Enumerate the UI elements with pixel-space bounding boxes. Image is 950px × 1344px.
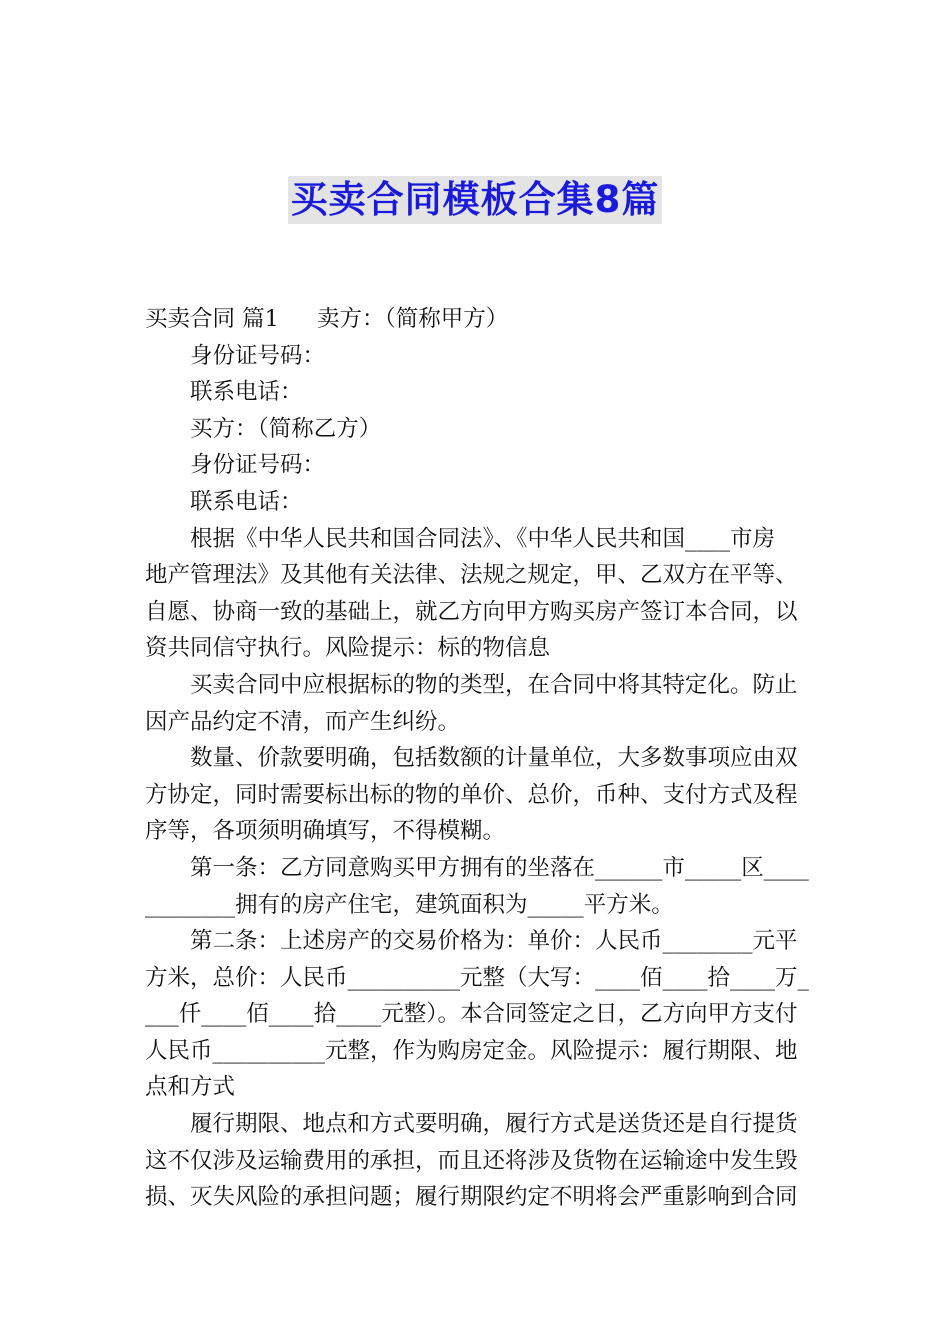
text-line: 点和方式 bbox=[145, 1074, 236, 1101]
text-line: 第一条：乙方同意购买甲方拥有的坐落在______市_____区____ bbox=[190, 854, 809, 881]
text-line: ________拥有的房产住宅，建筑面积为_____平方米。 bbox=[145, 891, 674, 918]
text-line: 身份证号码： bbox=[190, 342, 326, 369]
text-line: 联系电话： bbox=[190, 379, 303, 406]
text-line: 地产管理法》及其他有关法律、法规之规定，甲、乙双方在平等、 bbox=[145, 562, 798, 589]
title-container bbox=[0, 176, 950, 224]
text-line: 人民币__________元整，作为购房定金。风险提示：履行期限、地 bbox=[145, 1037, 798, 1064]
text-line: 买卖合同中应根据标的物的类型，在合同中将其特定化。防止 bbox=[190, 671, 798, 698]
document-body bbox=[145, 301, 810, 1216]
text-line: 第二条：上述房产的交易价格为：单价：人民币________元平 bbox=[190, 928, 798, 955]
text-line: 这不仅涉及运输费用的承担，而且还将涉及货物在运输途中发生毁 bbox=[145, 1147, 798, 1174]
text-line: 数量、价款要明确，包括数额的计量单位，大多数事项应由双 bbox=[190, 745, 798, 772]
text-line: 方米，总价：人民币__________元整（大写：____佰____拾____万_ bbox=[145, 964, 809, 991]
text-line: 因产品约定不清，而产生纠纷。 bbox=[145, 708, 461, 735]
text-line: 买方：（简称乙方） bbox=[190, 415, 382, 442]
text-line: 方协定，同时需要标出标的物的单价、总价，币种、支付方式及程 bbox=[145, 781, 798, 808]
seller-label: 卖方：（简称甲方） bbox=[316, 306, 509, 332]
section-heading: 买卖合同 篇1 bbox=[145, 306, 279, 332]
text-line: 损、灭失风险的承担问题；履行期限约定不明将会严重影响到合同 bbox=[145, 1184, 798, 1211]
text-line: 履行期限、地点和方式要明确，履行方式是送货还是自行提货 bbox=[190, 1111, 798, 1138]
text-line: 自愿、协商一致的基础上，就乙方向甲方购买房产签订本合同，以 bbox=[145, 598, 798, 625]
first-line bbox=[145, 301, 810, 338]
text-line: 资共同信守执行。风险提示：标的物信息 bbox=[145, 635, 551, 662]
text-line: 根据《中华人民共和国合同法》、《中华人民共和国____市房 bbox=[190, 525, 776, 552]
text-line: 身份证号码： bbox=[190, 452, 326, 479]
document-title: 买卖合同模板合集8篇 bbox=[288, 176, 663, 224]
text-line: 联系电话： bbox=[190, 488, 303, 515]
text-line: 序等，各项须明确填写，不得模糊。 bbox=[145, 818, 506, 845]
text-line: ___仟____佰____拾____元整）。本合同签定之日，乙方向甲方支付 bbox=[145, 1001, 798, 1028]
